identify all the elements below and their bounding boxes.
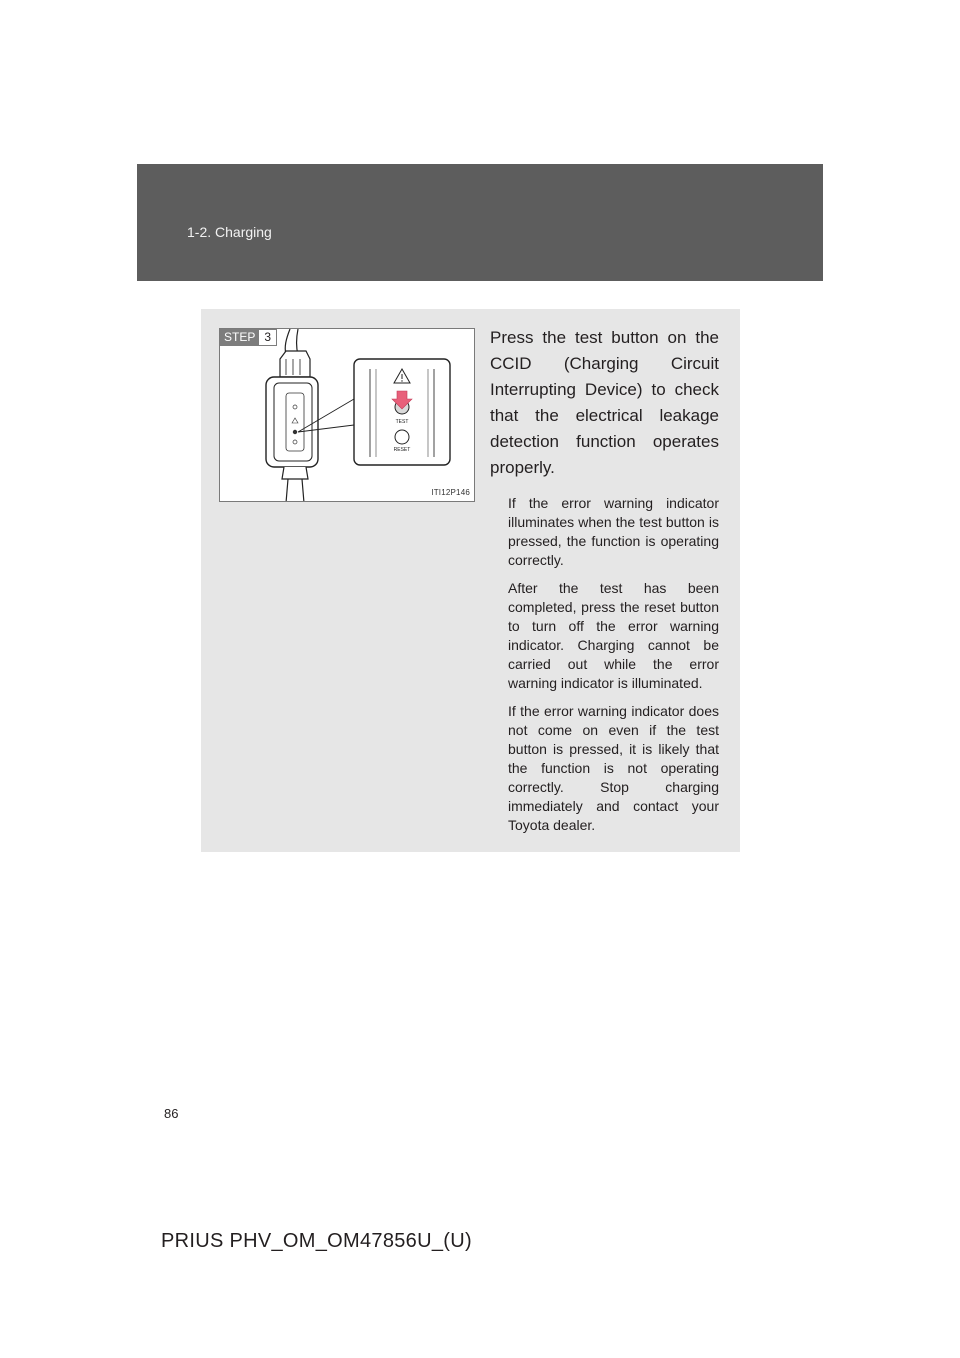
step-number: 3 [259, 329, 277, 346]
ccid-drawing [220, 329, 475, 502]
content-panel [201, 309, 740, 852]
document-code: PRIUS PHV_OM_OM47856U_(U) [161, 1230, 472, 1252]
reset-label: RESET [393, 447, 411, 453]
step-instruction: Press the test button on the CCID (Charging Circuit Interrupting Device) to check that the electrical leakage detection function operates properly. [490, 328, 719, 477]
figure-code: ITI12P146 [431, 488, 470, 497]
header-band [137, 164, 823, 281]
test-label: TEST [395, 419, 409, 425]
instruction-text [490, 325, 719, 835]
page-number: 86 [164, 1106, 179, 1121]
note-item: If the error warning indicator illuminates when the test button is pressed, the function is operating correctly. [508, 495, 719, 568]
step-label: STEP [220, 329, 259, 346]
note-item: After the test has been completed, press the reset button to turn off the error warning indicator. Charging cannot be carried out while the error warning indicator is illuminated. [508, 580, 719, 691]
note-item: If the error warning indicator does not come on even if the test button is pressed, it is likely that the function is not operating correctly. Stop charging immediately and contact your Toyota dealer. [508, 703, 719, 833]
ccid-illustration [219, 328, 475, 502]
step-badge [220, 329, 277, 346]
section-title: 1-2. Charging [187, 224, 272, 240]
